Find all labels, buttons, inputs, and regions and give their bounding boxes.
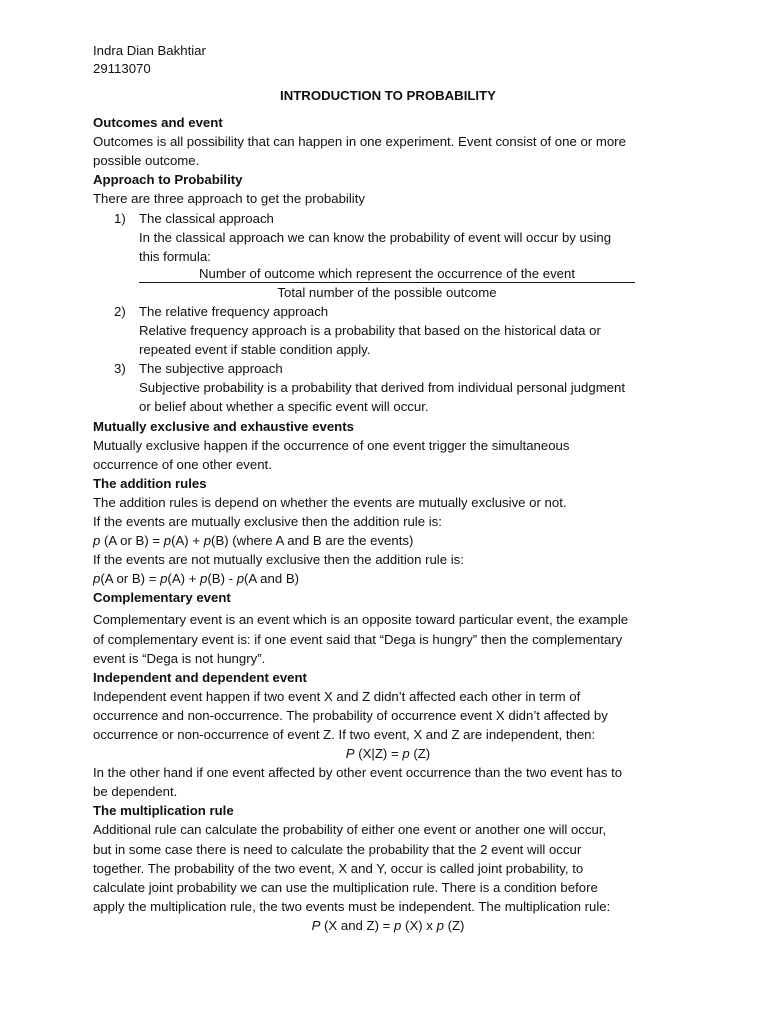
independent-text-5: be dependent. [93, 784, 178, 800]
outcomes-text-1: Outcomes is all possibility that can happen in one experiment. Event consist of one or more [93, 134, 626, 150]
addition-text-1: The addition rules is depend on whether the events are mutually exclusive or not. [93, 494, 567, 510]
multiplication-text-4: calculate joint probability we can use the multiplication rule. There is a condition before [93, 879, 598, 895]
list-number: 1) [114, 210, 126, 226]
approach-intro: There are three approach to get the probability [93, 191, 365, 207]
list-item-classical [93, 209, 683, 228]
heading-addition: The addition rules [93, 475, 207, 491]
heading-multiplication: The multiplication rule [93, 803, 234, 819]
multiplication-formula: P (X and Z) = p (X) x p (Z) [311, 917, 465, 933]
list-item-relative [93, 302, 683, 321]
heading-independent: Independent and dependent event [93, 669, 307, 685]
heading-approach: Approach to Probability [93, 172, 243, 188]
subjective-text-2: or belief about whether a specific event will occur. [139, 399, 429, 415]
independent-text-3: occurrence or non-occurrence of event Z. If two event, X and Z are independent, then: [93, 727, 596, 742]
addition-text-2: If the events are mutually exclusive then the addition rule is: [93, 513, 442, 529]
formula-numerator: Number of outcome which represent the occurrence of the event [139, 266, 635, 283]
list-item-label: The subjective approach [139, 361, 283, 377]
complementary-text-2: of complementary event is: if one event said that “Dega is hungry” then the complementary [93, 631, 623, 647]
author-name: Indra Dian Bakhtiar [93, 43, 206, 58]
multiplication-text-1: Additional rule can calculate the probability of either one event or another one will occur, [93, 822, 607, 838]
list-item-subjective [93, 359, 683, 378]
independent-text-1: Independent event happen if two event X and Z didn’t affected each other in term of [93, 688, 581, 704]
document-title: INTRODUCTION TO PROBABILITY [280, 88, 496, 103]
list-item-label: The relative frequency approach [139, 303, 329, 319]
subjective-text-1: Subjective probability is a probability that derived from individual personal judgment [139, 380, 626, 396]
classical-text-1: In the classical approach we can know the probability of event will occur by using [139, 229, 612, 245]
addition-formula-2: p(A or B) = p(A) + p(B) - p(A and B) [93, 571, 300, 587]
list-item-label: The classical approach [139, 210, 274, 226]
relative-text-2: repeated event if stable condition apply. [139, 342, 371, 358]
list-number: 3) [114, 361, 126, 377]
student-id: 29113070 [93, 61, 151, 76]
addition-formula-1: p (A or B) = p(A) + p(B) (where A and B are the events) [93, 533, 414, 549]
outcomes-text-2: possible outcome. [93, 153, 200, 169]
formula-denominator: Total number of the possible outcome [277, 284, 497, 300]
complementary-text-3: event is “Dega is not hungry”. [93, 650, 266, 666]
list-number: 2) [114, 303, 126, 319]
mutually-text-1: Mutually exclusive happen if the occurrence of one event trigger the simultaneous [93, 437, 570, 453]
heading-outcomes: Outcomes and event [93, 115, 223, 131]
heading-complementary: Complementary event [93, 590, 231, 606]
independent-formula: P (X|Z) = p (Z) [345, 746, 431, 762]
heading-mutually: Mutually exclusive and exhaustive events [93, 418, 354, 434]
classical-text-2: this formula: [139, 248, 211, 264]
independent-text-4: In the other hand if one event affected by other event occurrence than the two event has to [93, 765, 623, 781]
relative-text-1: Relative frequency approach is a probability that based on the historical data or [139, 323, 601, 339]
mutually-text-2: occurrence of one other event. [93, 456, 272, 472]
independent-text-2: occurrence and non-occurrence. The probability of occurrence event X didn’t affected by [93, 707, 608, 723]
multiplication-text-3: together. The probability of the two event, X and Y, occur is called joint probability, to [93, 860, 584, 876]
multiplication-text-5: apply the multiplication rule, the two events must be independent. The multiplication rule: [93, 898, 611, 914]
multiplication-text-2: but in some case there is need to calculate the probability that the 2 event will occur [93, 841, 582, 857]
document-page [93, 42, 683, 935]
addition-text-3: If the events are not mutually exclusive then the addition rule is: [93, 552, 464, 568]
complementary-text-1: Complementary event is an event which is an opposite toward particular event, the example [93, 612, 629, 628]
